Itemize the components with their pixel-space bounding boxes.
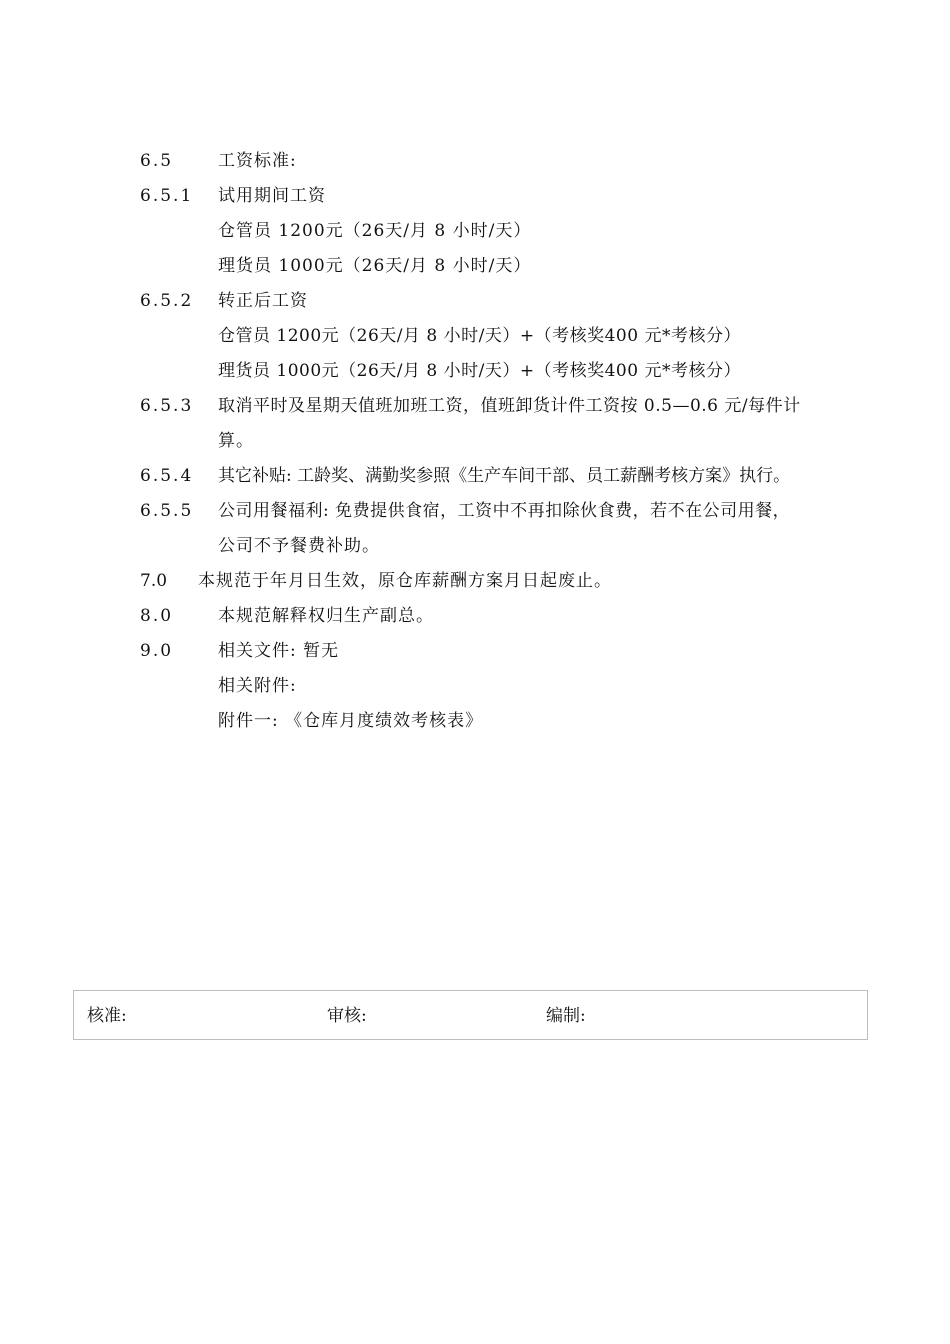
prepare-label: 编制: [546, 1006, 586, 1026]
section-text: 公司用餐福利: 免费提供食宿，工资中不再扣除伙食费，若不在公司用餐， [218, 501, 791, 521]
section-text: 理货员 1000元（26天/月 8 小时/天） [218, 256, 532, 276]
section-number: 6.5.4 [140, 466, 194, 486]
section-text: 相关附件: [218, 676, 297, 696]
section-text: 仓管员 1200元（26天/月 8 小时/天）+（考核奖400 元*考核分） [218, 326, 741, 346]
section-number: 6.5 [140, 151, 174, 171]
signature-box [73, 990, 868, 1040]
section-number: 6.5.1 [140, 186, 194, 206]
section-text: 附件一: 《仓库月度绩效考核表》 [218, 711, 484, 731]
section-text: 算。 [218, 431, 254, 451]
review-label: 审核: [327, 1006, 367, 1026]
section-number: 6.5.3 [140, 396, 194, 416]
section-text: 相关文件: 暂无 [218, 641, 340, 661]
section-text: 仓管员 1200元（26天/月 8 小时/天） [218, 221, 532, 241]
approve-label: 核准: [87, 1006, 127, 1026]
section-number: 9.0 [140, 641, 174, 661]
section-text: 理货员 1000元（26天/月 8 小时/天）+（考核奖400 元*考核分） [218, 361, 741, 381]
section-text: 试用期间工资 [218, 186, 326, 206]
section-number: 6.5.5 [140, 501, 194, 521]
section-text: 公司不予餐费补助。 [218, 536, 380, 556]
section-text: 本规范于年月日生效，原仓库薪酬方案月日起废止。 [198, 571, 612, 591]
section-text: 本规范解释权归生产副总。 [218, 606, 434, 626]
section-text: 其它补贴: 工龄奖、满勤奖参照《生产车间干部、员工薪酬考核方案》执行。 [218, 466, 791, 486]
section-number: 6.5.2 [140, 291, 194, 311]
section-number: 8.0 [140, 606, 174, 626]
section-text: 取消平时及星期天值班加班工资，值班卸货计件工资按 0.5—0.6 元/每件计 [218, 396, 801, 416]
section-text: 工资标准: [218, 151, 297, 171]
section-text: 转正后工资 [218, 291, 308, 311]
section-number: 7.0 [140, 571, 168, 591]
